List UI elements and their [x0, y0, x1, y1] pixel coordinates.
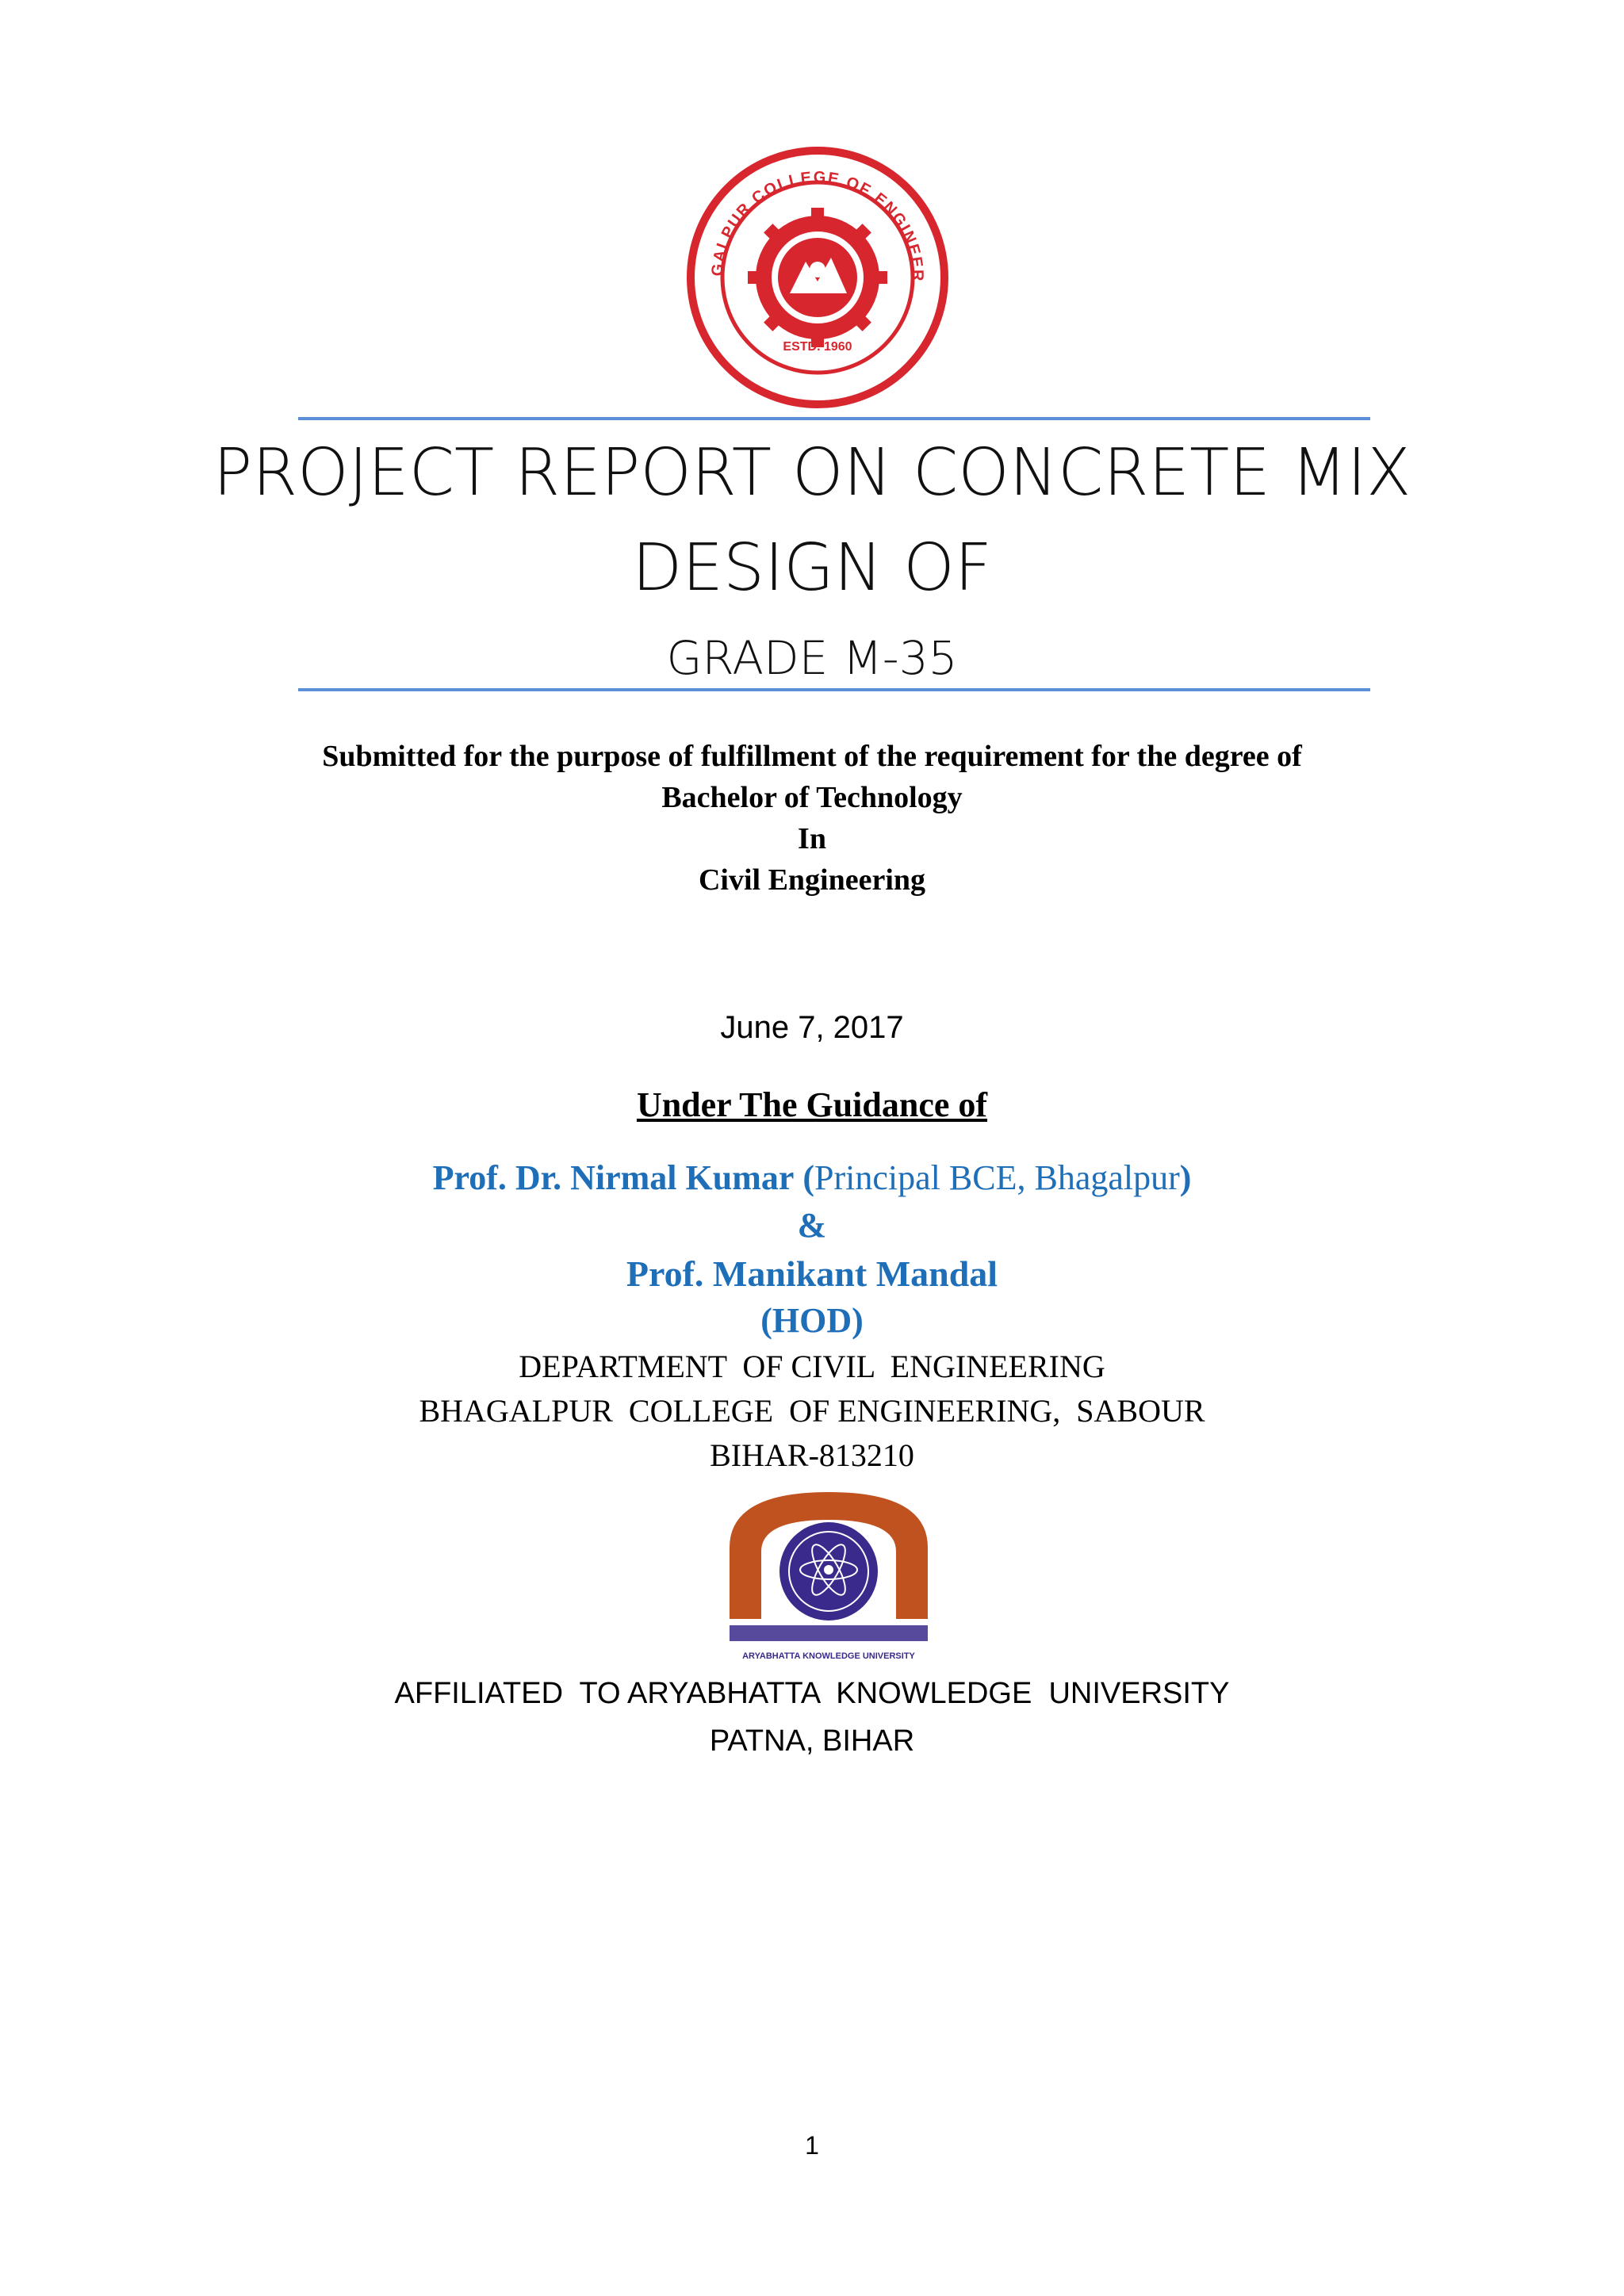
title-top-rule [298, 417, 1370, 420]
svg-text:ESTD. 1960: ESTD. 1960 [783, 340, 852, 354]
report-title-line1: PROJECT REPORT ON CONCRETE MIX [213, 435, 1411, 511]
college-seal-logo [663, 143, 972, 412]
guide-ampersand: & [797, 1206, 827, 1245]
university-emblem-icon [714, 1484, 944, 1667]
guide1-line [0, 1154, 1624, 1202]
guide1-name: Prof. Dr. Nirmal Kumar [432, 1158, 795, 1197]
college-seal-icon [663, 143, 972, 412]
university-logo [714, 1484, 944, 1667]
guide2-role: (HOD) [760, 1301, 864, 1340]
department-line2: BHAGALPUR COLLEGE OF ENGINEERING, SABOUR [419, 1393, 1205, 1429]
department-line3: BIHAR-813210 [710, 1437, 914, 1473]
affiliation-line2: PATNA, BIHAR [709, 1724, 915, 1758]
guide2-name: Prof. Manikant Mandal [626, 1253, 998, 1294]
title-bottom-rule [298, 688, 1370, 691]
svg-text:BHAGALPUR COLLEGE OF ENGINEERI: GALPUR COLLEGE OF ENGINEER [708, 168, 927, 283]
page-number: 1 [805, 2131, 819, 2160]
submission-branch: Civil Engineering [698, 863, 926, 897]
report-title-line2: DESIGN OF [632, 530, 992, 606]
submission-degree: Bachelor of Technology [661, 781, 963, 814]
guide1-paren-close: ) [1179, 1158, 1192, 1197]
guidance-heading-text: Under The Guidance of [636, 1085, 988, 1124]
department-line1: DEPARTMENT OF CIVIL ENGINEERING [519, 1349, 1105, 1384]
guide1-paren-open: ( [802, 1158, 815, 1197]
affiliation-line1: AFFILIATED TO ARYABHATTA KNOWLEDGE UNIVERSITY [394, 1677, 1230, 1710]
submission-in: In [798, 822, 826, 855]
guidance-heading [0, 1081, 1624, 1129]
report-title-line3: GRADE M-35 [666, 631, 958, 685]
svg-text:ARYABHATTA KNOWLEDGE UNIVERSIT: ARYABHATTA KNOWLEDGE UNIVERSITY [742, 1651, 915, 1661]
guide1-role: Principal BCE, Bhagalpur [814, 1158, 1180, 1197]
report-date: June 7, 2017 [720, 1010, 904, 1045]
submission-line1: Submitted for the purpose of fulfillment of the requirement for the degree of [322, 740, 1302, 773]
